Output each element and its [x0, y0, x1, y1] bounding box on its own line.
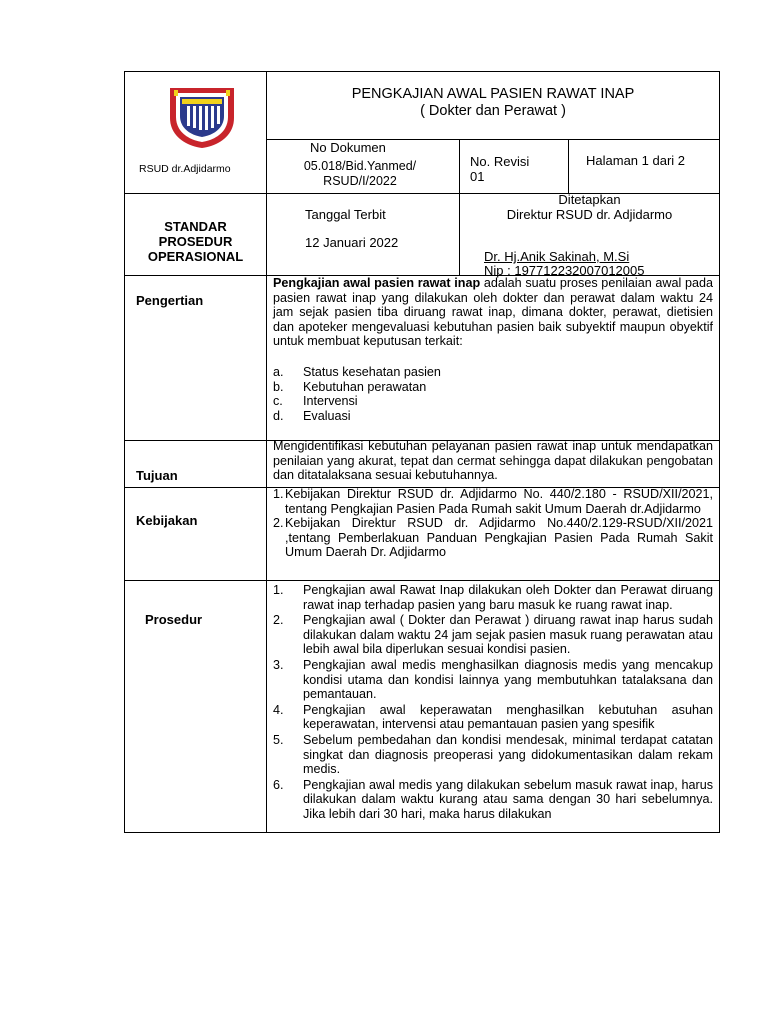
no-revisi-label: No. Revisi	[470, 154, 530, 169]
list-item: 4. Pengkajian awal keperawatan menghasilkan kebutuhan asuhan keperawatan, intervensi atau pemantauan pasien yang spesifik	[273, 702, 713, 732]
prosedur-label: Prosedur	[145, 612, 203, 627]
column-divider	[568, 139, 569, 193]
tujuan-text: Mengidentifikasi kebutuhan pelayanan pasien rawat inap untuk mendapatkan penilaian yang akurat, tepat dan cermat sehingga dapat dilakukan pengobatan dan ditatalaksana sesuai kebutuhannya.	[273, 439, 713, 483]
no-dokumen-value: 05.018/Bid.Yanmed/ RSUD/I/2022	[303, 159, 417, 188]
kebijakan-label: Kebijakan	[136, 513, 198, 528]
no-dokumen-label: No Dokumen	[310, 140, 386, 155]
signer-nip: Nip : 197712232007012005	[484, 263, 645, 278]
list-item: 3. Pengkajian awal medis menghasilkan diagnosis medis yang mencakup kondisi utama dan kondisi lainnya yang membutuhkan tatalaksana dan pemantauan.	[273, 657, 713, 702]
page-subtitle: ( Dokter dan Perawat )	[420, 103, 566, 119]
list-item: 2. Pengkajian awal ( Dokter dan Perawat ) diruang rawat inap harus sudah dilakukan dalam waktu 24 jam sejak pasien masuk ruang perawatan atau lebih awal bila diperlukan sesuai kondisi pasien.	[273, 613, 713, 657]
list-item: d. Evaluasi	[273, 408, 351, 423]
tanggal-terbit-label: Tanggal Terbit	[305, 207, 386, 222]
kebijakan-list	[273, 487, 713, 560]
list-item: 6. Pengkajian awal medis yang dilakukan sebelum masuk rawat inap, harus dilakukan dalam waktu kurang atau sama dengan 30 hari sebelumnya. Jika lebih dari 30 hari, maka harus dilakukan	[273, 777, 713, 821]
list-item: 5. Sebelum pembedahan dan kondisi mendesak, minimal terdapat catatan singkat dan diagnosis preoperasi yang didokumentasikan dalam rekam medis.	[273, 732, 713, 777]
row-divider	[125, 580, 720, 581]
pengertian-lead: Pengkajian awal pasien rawat inap	[273, 276, 481, 290]
hospital-name: RSUD dr.Adjidarmo	[139, 163, 231, 175]
signer-name: Dr. Hj.Anik Sakinah, M.Si	[484, 249, 630, 264]
halaman-text: Halaman 1 dari 2	[586, 153, 685, 168]
prosedur-list	[273, 583, 713, 822]
page-title: PENGKAJIAN AWAL PASIEN RAWAT INAP	[351, 86, 635, 102]
list-item: 1. Kebijakan Direktur RSUD dr. Adjidarmo No. 440/2.180 - RSUD/XII/2021, tentang Pengkajian Pasien Pada Rumah sakit Umum Daerah dr.Adjidarmo	[273, 487, 713, 516]
spo-line-1: STANDAR	[164, 219, 227, 234]
ditetapkan-text: Ditetapkan	[558, 192, 621, 207]
list-item: 2. Kebijakan Direktur RSUD dr. Adjidarmo No.440/2.129-RSUD/XII/2021 ,tentang Pemberlakuan Panduan Pengkajian Pasien Pada Rumah Sakit Umum Daerah Dr. Adjidarmo	[273, 516, 713, 560]
column-divider	[266, 72, 267, 833]
pengertian-list	[273, 365, 713, 423]
pengertian-label: Pengertian	[136, 293, 204, 308]
tujuan-label: Tujuan	[136, 468, 178, 483]
pengertian-body: adalah suatu proses penilaian awal pada pasien rawat inap yang dilakukan oleh dokter dan perawat dalam waktu 24 jam sejak pasien tiba diruang rawat inap, dimana dokter, perawat, dietisien dan apoteker mengevaluasi kebutuhan pasien baik subyektif maupun obyektif untuk membuat keputusan terkait:	[273, 276, 713, 349]
spo-line-3: OPERASIONAL	[147, 249, 244, 264]
list-item: 1. Pengkajian awal Rawat Inap dilakukan oleh Dokter dan Perawat diruang rawat inap terhadap pasien yang baru masuk ke ruang rawat inap.	[273, 583, 713, 612]
pengertian-text	[273, 276, 713, 349]
tanggal-terbit-value: 12 Januari 2022	[305, 235, 399, 250]
list-item: b. Kebutuhan perawatan	[273, 379, 427, 394]
no-revisi-value: 01	[470, 169, 485, 184]
list-item: c. Intervensi	[273, 394, 358, 409]
sop-document	[124, 71, 720, 833]
hospital-logo	[166, 84, 238, 150]
direktur-text: Direktur RSUD dr. Adjidarmo	[506, 207, 673, 222]
spo-line-2: PROSEDUR	[158, 234, 233, 249]
list-item: a. Status kesehatan pasien	[273, 365, 441, 379]
column-divider	[459, 139, 460, 193]
